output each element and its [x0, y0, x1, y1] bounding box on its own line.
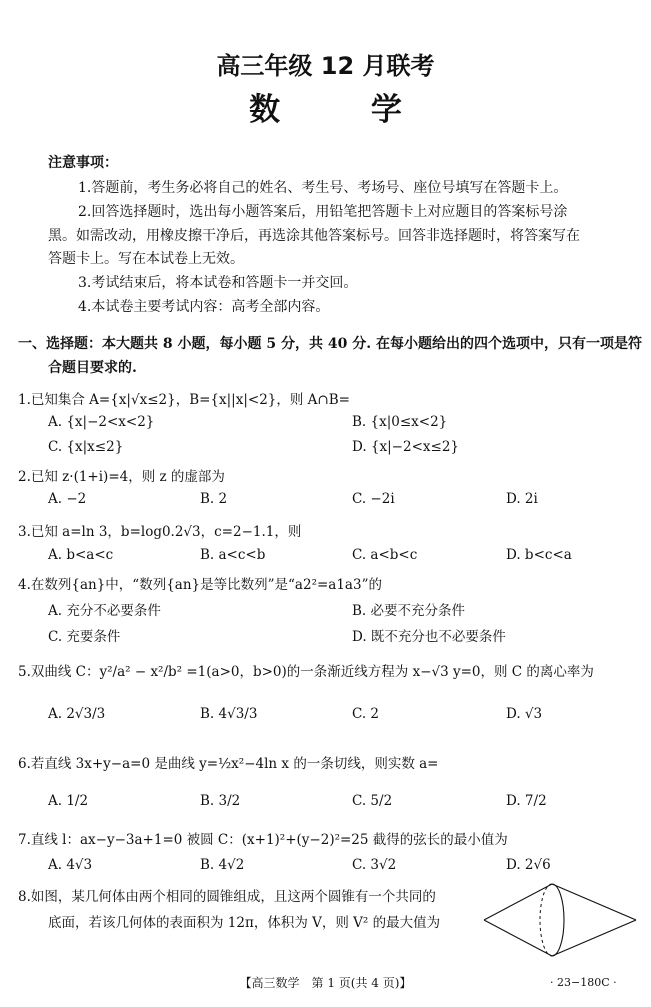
q4-stem: 4.在数列{an}中，“数列{an}是等比数列”是“a2²=a1a3”的: [18, 577, 382, 593]
notes-heading: 注意事项：: [48, 155, 118, 171]
q2-option-b: B. 2: [200, 491, 228, 507]
q4-option-d: D. 既不充分也不必要条件: [352, 629, 506, 645]
note-2-cont: 黑。如需改动，用橡皮擦干净后，再选涂其他答案标号。回答非选择题时，将答案写在: [48, 228, 580, 244]
q1-option-c: C. {x|x≤2}: [48, 439, 124, 455]
q2-option-d: D. 2i: [506, 491, 538, 507]
section-heading-cont: 合题目要求的.: [48, 360, 137, 376]
q4-option-b: B. 必要不充分条件: [352, 603, 466, 619]
note-1: 1.答题前，考生务必将自己的姓名、考生号、考场号、座位号填写在答题卡上。: [78, 180, 568, 196]
q5-option-b: B. 4√3/3: [200, 706, 258, 722]
q1-option-d: D. {x|−2<x≤2}: [352, 439, 459, 455]
q6-stem: 6.若直线 3x+y−a=0 是曲线 y=½x²−4ln x 的一条切线，则实数 a=: [18, 756, 439, 772]
q7-option-d: D. 2√6: [506, 857, 551, 873]
q6-option-a: A. 1/2: [48, 793, 89, 809]
exam-title: 高三年级 12 月联考: [216, 52, 435, 80]
note-2: 2.回答选择题时，选出每小题答案后，用铅笔把答题卡上对应题目的答案标号涂: [78, 204, 568, 220]
q4-option-c: C. 充要条件: [48, 629, 121, 645]
q5-option-c: C. 2: [352, 706, 380, 722]
q1-stem: 1.已知集合 A={x|√x≤2}，B={x||x|<2}，则 A∩B=: [18, 392, 350, 408]
note-2-cont2: 答题卡上。写在本试卷上无效。: [48, 251, 244, 267]
section-heading: 一、选择题：本大题共 8 小题，每小题 5 分，共 40 分. 在每小题给出的四个选项中，只有一项是符: [18, 336, 642, 352]
q3-option-a: A. b<a<c: [48, 547, 114, 563]
q2-option-c: C. −2i: [352, 491, 395, 507]
q1-option-a: A. {x|−2<x<2}: [48, 414, 155, 430]
q8-stem-line2: 底面，若该几何体的表面积为 12π，体积为 V，则 V² 的最大值为: [48, 915, 441, 931]
q7-option-b: B. 4√2: [200, 857, 245, 873]
paper-code: · 23−180C ·: [550, 976, 617, 989]
q3-stem: 3.已知 a=ln 3，b=log0.2√3，c=2−1.1，则: [18, 524, 302, 540]
page-footer: 【高三数学 第 1 页(共 4 页)】: [239, 976, 412, 990]
q8-stem-line1: 8.如图，某几何体由两个相同的圆锥组成，且这两个圆锥有一个共同的: [18, 889, 436, 905]
q7-option-c: C. 3√2: [352, 857, 397, 873]
q2-stem: 2.已知 z·(1+i)=4，则 z 的虚部为: [18, 469, 225, 485]
q5-stem: 5.双曲线 C：y²/a² − x²/b² =1(a>0，b>0)的一条渐近线方程为 x−√3 y=0，则 C 的离心率为: [18, 664, 594, 680]
note-4: 4.本试卷主要考试内容：高考全部内容。: [78, 299, 330, 315]
q5-option-a: A. 2√3/3: [48, 706, 106, 722]
q7-option-a: A. 4√3: [48, 857, 93, 873]
q3-option-b: B. a<c<b: [200, 547, 266, 563]
q7-stem: 7.直线 l：ax−y−3a+1=0 被圆 C：(x+1)²+(y−2)²=25 截得的弦长的最小值为: [18, 832, 508, 848]
q6-option-c: C. 5/2: [352, 793, 393, 809]
q3-option-c: C. a<b<c: [352, 547, 418, 563]
q2-option-a: A. −2: [48, 491, 87, 507]
subject-title: 数 学: [249, 92, 442, 128]
double-cone-figure: [480, 880, 640, 960]
note-3: 3.考试结束后，将本试卷和答题卡一并交回。: [78, 275, 358, 291]
q3-option-d: D. b<c<a: [506, 547, 572, 563]
q4-option-a: A. 充分不必要条件: [48, 603, 161, 619]
q6-option-d: D. 7/2: [506, 793, 547, 809]
q5-option-d: D. √3: [506, 706, 543, 722]
q6-option-b: B. 3/2: [200, 793, 241, 809]
q1-option-b: B. {x|0≤x<2}: [352, 414, 448, 430]
